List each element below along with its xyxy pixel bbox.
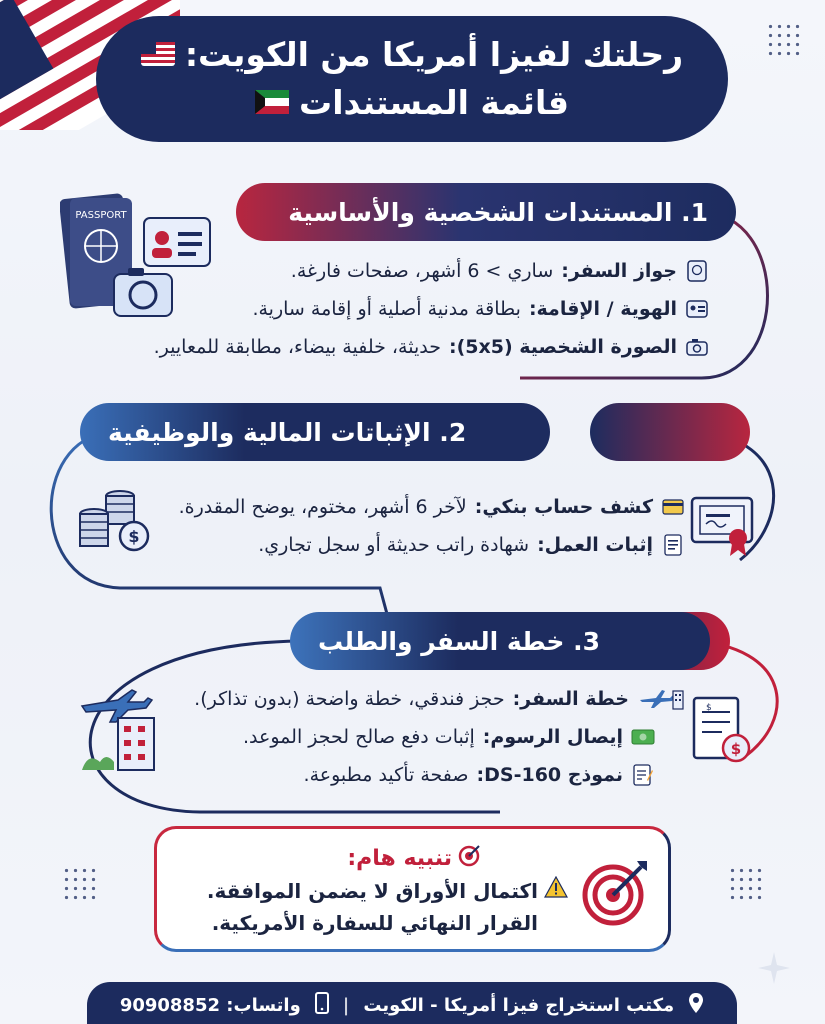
notice-line1 xyxy=(188,875,568,907)
notice-title xyxy=(347,843,482,873)
warning-icon xyxy=(544,875,568,907)
passport-icon xyxy=(685,259,709,283)
money-icon xyxy=(631,725,655,749)
section-1-list xyxy=(109,252,709,366)
section-2-title-text: 2. الإثباتات المالية والوظيفية xyxy=(108,417,467,447)
svg-text:PASSPORT: PASSPORT xyxy=(75,210,127,221)
footer-location-text: مكتب استخراج فيزا أمريكا - الكويت xyxy=(363,994,675,1016)
dot-pattern-decoration xyxy=(728,866,764,902)
notice-title-text: تنبيه هام: xyxy=(347,845,452,871)
item-text: ساري > 6 أشهر، صفحات فارغة. xyxy=(290,260,554,282)
invoice-illustration xyxy=(692,696,754,770)
target-icon xyxy=(458,843,482,873)
list-item xyxy=(109,290,709,328)
camera-icon xyxy=(685,335,709,359)
header-title-line2 xyxy=(255,79,569,127)
notice-line2-text: القرار النهائي للسفارة الأمريكية. xyxy=(211,911,538,935)
svg-text:$: $ xyxy=(706,703,712,713)
us-flag-icon xyxy=(141,31,175,79)
item-text: شهادة راتب حديثة أو سجل تجاري. xyxy=(258,534,530,556)
item-label: الهوية / الإقامة: xyxy=(528,298,677,320)
section-1-title xyxy=(236,183,736,241)
item-label: خطة السفر: xyxy=(512,688,629,710)
plane-hotel-icon xyxy=(637,687,685,711)
important-notice-box xyxy=(154,826,671,952)
list-item xyxy=(165,756,655,794)
item-label: جواز السفر: xyxy=(561,260,677,282)
page-header xyxy=(96,16,728,142)
certificate-illustration xyxy=(690,492,756,562)
item-text: حديثة، خلفية بيضاء، مطابقة للمعايير. xyxy=(153,336,441,358)
item-text: إثبات دفع صالح لحجز الموعد. xyxy=(243,726,475,748)
svg-text:$: $ xyxy=(730,740,742,758)
item-text: بطاقة مدنية أصلية أو إقامة سارية. xyxy=(252,298,521,320)
id-card-icon xyxy=(685,297,709,321)
phone-icon xyxy=(315,992,329,1019)
header-line1-text: رحلتك لفيزا أمريكا من الكويت: xyxy=(184,35,684,74)
item-label: كشف حساب بنكي: xyxy=(474,496,653,518)
dot-pattern-decoration xyxy=(766,22,802,58)
list-item xyxy=(165,680,685,718)
section-2-pill-accent xyxy=(590,403,750,461)
list-item xyxy=(125,488,685,526)
item-label: إيصال الرسوم: xyxy=(482,726,623,748)
target-illustration xyxy=(581,857,651,931)
list-item xyxy=(109,252,709,290)
header-title-line1 xyxy=(141,31,683,79)
location-icon xyxy=(688,992,704,1019)
svg-text:$: $ xyxy=(128,527,140,546)
kuwait-flag-icon xyxy=(255,79,289,127)
footer-bar xyxy=(87,982,737,1024)
section-3-title xyxy=(290,612,710,670)
credit-card-icon xyxy=(661,495,685,519)
travel-illustration xyxy=(78,688,162,778)
item-label: إثبات العمل: xyxy=(537,534,653,556)
footer-separator: | xyxy=(342,994,350,1016)
item-label: الصورة الشخصية (5x5): xyxy=(448,336,677,358)
section-3-list xyxy=(165,680,685,794)
item-text: صفحة تأكيد مطبوعة. xyxy=(303,764,469,786)
section-3-title-text: 3. خطة السفر والطلب xyxy=(318,626,601,656)
notice-body xyxy=(188,875,568,939)
dot-pattern-decoration xyxy=(62,866,98,902)
list-item xyxy=(109,328,709,366)
sparkle-icon xyxy=(756,950,792,990)
list-item xyxy=(125,526,685,564)
item-text: لآخر 6 أشهر، مختوم، يوضح المقدرة. xyxy=(178,496,467,518)
section-2-list xyxy=(125,488,685,564)
item-text: حجز فندقي، خطة واضحة (بدون تذاكر). xyxy=(194,688,505,710)
section-2-title xyxy=(80,403,550,461)
notice-line1-text: اكتمال الأوراق لا يضمن الموافقة. xyxy=(206,879,538,903)
footer-whatsapp-link[interactable]: واتساب: 90908852 xyxy=(119,994,301,1016)
memo-icon xyxy=(631,763,655,787)
section-1-title-text: 1. المستندات الشخصية والأساسية xyxy=(288,197,708,227)
header-line2-text: قائمة المستندات xyxy=(299,83,569,122)
list-item xyxy=(165,718,655,756)
document-icon xyxy=(661,533,685,557)
item-label: نموذج DS-160: xyxy=(476,764,623,786)
